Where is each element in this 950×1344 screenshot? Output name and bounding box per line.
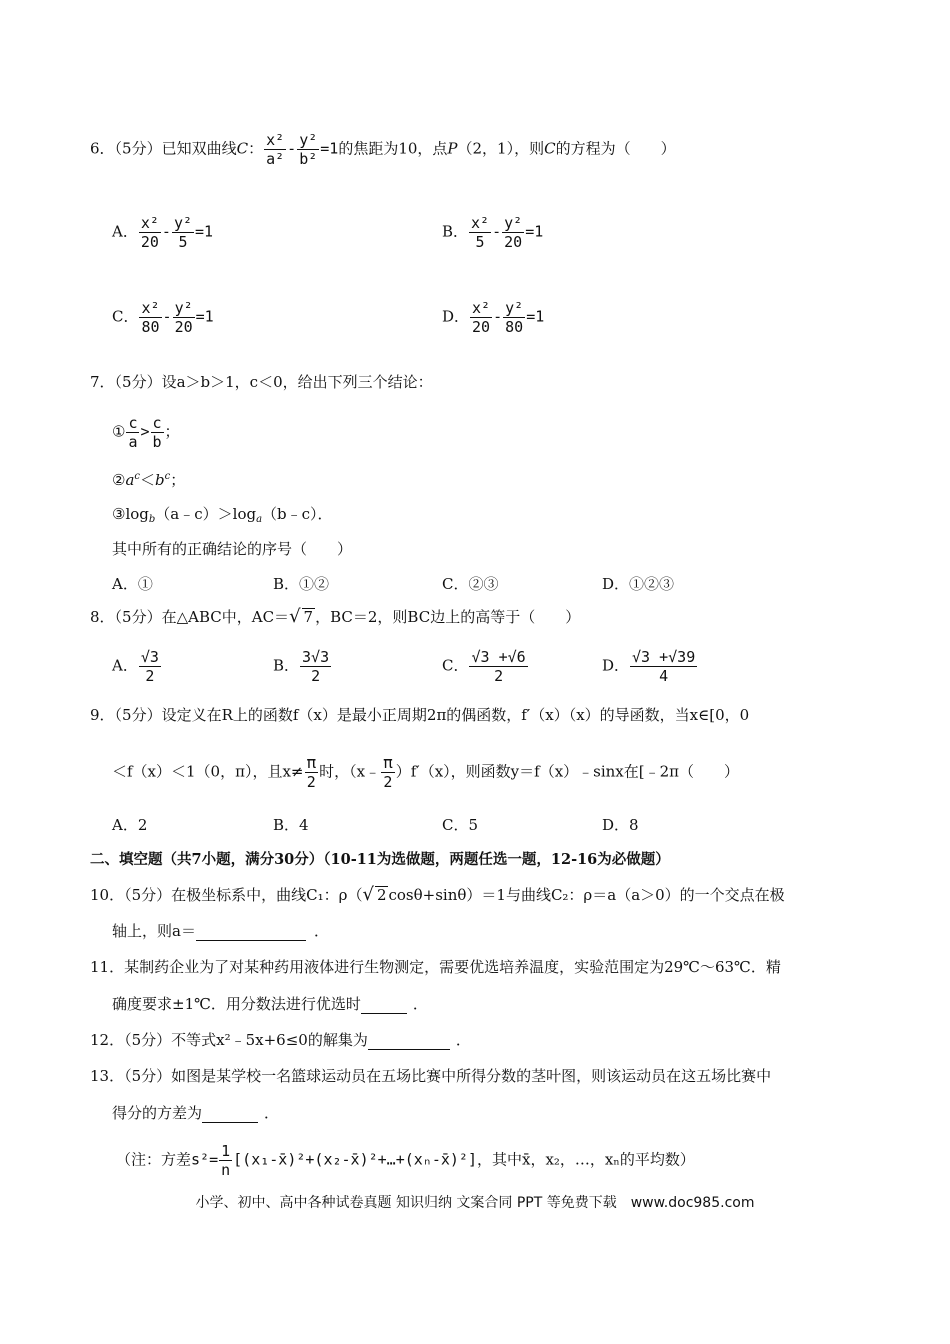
q6-rhs: =1 [320, 139, 339, 158]
q8-number: 8． [90, 608, 115, 626]
q9-line2 [112, 754, 739, 791]
q6-text-pre: （5分）已知双曲线 [114, 139, 237, 158]
q6-text-post2: （2，1），则 [457, 139, 545, 158]
q10-line1 [90, 885, 785, 905]
q6-d-frac-y [503, 299, 525, 336]
var-b: b [155, 471, 165, 489]
q7-ask: 其中所有的正确结论的序号（ ） [112, 540, 353, 558]
q6-option-c-label: C． [112, 307, 139, 326]
q6-d-frac-x [470, 299, 492, 336]
period: ． [264, 1104, 280, 1122]
q6-option-a[interactable] [112, 214, 213, 251]
sub-a: a [256, 514, 263, 525]
q10-radicand: 2 [376, 886, 387, 904]
frac-num: y² [174, 299, 193, 317]
rhs: =1 [526, 307, 545, 326]
q6-option-d[interactable] [442, 299, 544, 336]
q6-frac-x [264, 131, 286, 168]
q6-minus: - [287, 139, 297, 158]
frac-num: c [128, 414, 138, 432]
q9-option-c[interactable]: C．5 [442, 816, 479, 834]
q13-text-2: 得分的方差为 [112, 1104, 203, 1122]
q13-number: 13． [90, 1067, 125, 1085]
q9-option-a[interactable]: A．2 [112, 816, 148, 834]
frac-den: 20 [472, 318, 491, 336]
q6-c-frac-x [139, 299, 161, 336]
q8-option-a[interactable] [112, 648, 162, 685]
q11-text-1: 某制药企业为了对某种药用液体进行生物测定，需要优选培养温度，实验范围定为29℃～63℃．精 [124, 958, 781, 976]
q11-number: 11． [90, 958, 125, 976]
q7-frac-cb [151, 414, 164, 451]
var-a: a [125, 471, 135, 489]
q6-text-post: 的焦距为10，点 [338, 139, 448, 158]
q7-option-b[interactable]: B．①② [273, 575, 330, 593]
text: （b﹣c）． [262, 505, 333, 523]
q12-answer-blank[interactable] [368, 1031, 450, 1050]
sup-c: c [134, 471, 141, 482]
q9-frac-pi-2b [381, 754, 395, 791]
q9-option-b[interactable]: B．4 [273, 816, 309, 834]
q6-frac-y-den: b² [299, 150, 318, 168]
option-label: C． [442, 656, 469, 675]
q8-option-b[interactable] [273, 648, 332, 685]
period: ． [313, 922, 329, 940]
frac-num: 3√3 [302, 648, 330, 666]
frac-den: 20 [504, 233, 523, 251]
q10-line2 [112, 921, 329, 941]
frac-den: 5 [178, 233, 188, 251]
frac-den: 2 [494, 667, 504, 685]
note-post: ，其中x̄，x₂，…，xₙ的平均数） [476, 1150, 695, 1169]
q12-line [90, 1030, 471, 1050]
q10-text-post: cosθ+sinθ）＝1与曲线C₂：ρ＝a（a＞0）的一个交点在极 [388, 886, 785, 904]
q10-number: 10． [90, 886, 125, 904]
period: ． [412, 995, 428, 1013]
q10-text-pre: （5分）在极坐标系中，曲线C₁：ρ（ [124, 886, 363, 904]
frac-1-n [219, 1142, 232, 1179]
q6-b-frac-y [502, 214, 524, 251]
q8-c-frac [469, 648, 527, 685]
q9-text-2c: ）f′（x），则函数y＝f（x）﹣sinx在[﹣2π（ ） [395, 762, 740, 781]
sup-c: c [164, 471, 171, 482]
minus: - [492, 222, 502, 241]
q13-line1 [90, 1066, 771, 1086]
q7-option-a[interactable]: A．① [112, 575, 153, 593]
q8-b-frac [300, 648, 331, 685]
rhs: =1 [525, 222, 544, 241]
q8-option-d[interactable] [602, 648, 698, 685]
frac-num: √3 +√39 [632, 648, 696, 666]
q6-option-c[interactable] [112, 299, 214, 336]
frac-num: x² [140, 214, 159, 232]
option-label: A． [112, 656, 138, 675]
q7-number: 7． [90, 373, 115, 391]
q10-text-2: 轴上，则a＝ [112, 922, 196, 940]
q8-text-post: ，BC＝2，则BC边上的高等于（ ） [315, 608, 581, 626]
frac-num: y² [504, 214, 523, 232]
q8-d-frac [630, 648, 697, 685]
semicolon: ； [170, 471, 186, 489]
circled-2: ② [112, 471, 126, 489]
rhs: =1 [195, 307, 214, 326]
period: ． [455, 1031, 471, 1049]
section-2-heading: 二、填空题（共7小题，满分30分）（10-11为选做题，两题任选一题，12-16为必做题） [90, 851, 670, 868]
q6-option-d-label: D． [442, 307, 470, 326]
frac-den: b [152, 433, 162, 451]
frac-den: n [221, 1161, 231, 1179]
page-footer: 小学、初中、高中各种试卷真题 知识归纳 文案合同 PPT 等免费下载 www.doc985.com [195, 1195, 755, 1211]
q7-frac-ca [126, 414, 139, 451]
q8-option-c[interactable] [442, 648, 529, 685]
frac-num: y² [173, 214, 192, 232]
frac-num: x² [471, 214, 490, 232]
q6-frac-y-num: y² [299, 131, 318, 149]
q7-text: （5分）设a＞b＞1，c＜0，给出下列三个结论： [114, 373, 433, 391]
q6-stem [90, 131, 676, 168]
q12-text: （5分）不等式x²﹣5x+6≤0的解集为 [124, 1031, 368, 1049]
frac-den: a [128, 433, 138, 451]
rhs: =1 [195, 222, 214, 241]
q11-line1 [90, 957, 781, 977]
frac-den: 20 [140, 233, 159, 251]
q6-frac-x-den: a² [266, 150, 285, 168]
q9-frac-pi-2 [305, 754, 319, 791]
q6-number: 6． [90, 139, 115, 158]
q6-a-frac-x [139, 214, 161, 251]
q7-option-c[interactable]: C．②③ [442, 575, 499, 593]
minus: - [493, 307, 503, 326]
variance-formula: s²= [191, 1150, 219, 1169]
text: （a﹣c）＞log [155, 505, 257, 523]
frac-den: 2 [145, 667, 155, 685]
minus: - [161, 222, 171, 241]
minus: - [162, 307, 172, 326]
q6-option-b-label: B． [442, 222, 469, 241]
frac-num: 1 [221, 1142, 231, 1160]
sub-b: b [148, 514, 156, 525]
q9-text-2a: ＜f（x）＜1（0，π），且x≠ [112, 762, 304, 781]
frac-den: 2 [383, 773, 393, 791]
semicolon: ； [164, 422, 180, 441]
frac-num: x² [472, 299, 491, 317]
q11-text-2: 确度要求±1℃．用分数法进行优选时 [112, 995, 361, 1013]
lt: ＜ [140, 471, 156, 489]
q6-var-c: C [236, 139, 249, 158]
q6-option-a-label: A． [112, 222, 138, 241]
variance-body: [(x₁-x̄)²+(x₂-x̄)²+…+(xₙ-x̄)²] [233, 1150, 477, 1169]
frac-num: y² [505, 299, 524, 317]
sqrt-icon: √ [289, 606, 301, 627]
q6-colon: ： [248, 139, 264, 158]
frac-num: x² [141, 299, 160, 317]
q10-answer-blank[interactable] [196, 922, 306, 941]
q6-b-frac-x [469, 214, 491, 251]
q9-option-d[interactable]: D．8 [602, 816, 639, 834]
frac-num: π [306, 753, 317, 772]
q13-text-1: （5分）如图是某学校一名篮球运动员在五场比赛中所得分数的茎叶图，则该运动员在这五场比赛中 [124, 1067, 772, 1085]
q13-note [116, 1142, 695, 1179]
q13-answer-blank[interactable] [202, 1104, 258, 1123]
frac-num: π [383, 753, 393, 772]
frac-den: 80 [141, 318, 160, 336]
q6-option-b[interactable] [442, 214, 543, 251]
sqrt-icon: √ [362, 884, 374, 905]
note-pre: （注：方差 [116, 1150, 192, 1169]
q8-stem [90, 607, 580, 627]
q7-conclusion-2 [112, 467, 185, 490]
q12-number: 12． [90, 1031, 125, 1049]
q6-var-p: P [447, 139, 458, 158]
q8-radicand: 7 [303, 608, 314, 626]
q6-var-c2: C [544, 139, 556, 158]
q9-text-2b: 时，（x﹣ [319, 762, 381, 781]
q6-c-frac-y [173, 299, 195, 336]
frac-den: 4 [659, 667, 669, 685]
q9-number: 9． [90, 706, 115, 724]
q6-a-frac-y [172, 214, 194, 251]
q13-line2 [112, 1103, 279, 1123]
q11-answer-blank[interactable] [361, 995, 407, 1014]
q6-text-post3: 的方程为（ ） [555, 139, 676, 158]
frac-num: √3 [140, 648, 159, 666]
circled-1: ① [112, 422, 126, 441]
q8-a-frac [139, 648, 161, 685]
frac-den: 20 [174, 318, 193, 336]
frac-den: 80 [505, 318, 524, 336]
frac-num: √3 +√6 [471, 648, 526, 666]
frac-den: 5 [475, 233, 485, 251]
frac-num: c [152, 414, 162, 432]
q7-stem [90, 372, 433, 392]
q6-frac-y [297, 131, 319, 168]
q7-option-d[interactable]: D．①②③ [602, 575, 675, 593]
q9-text-1: （5分）设定义在R上的函数f（x）是最小正周期2π的偶函数，f′（x）（x）的导函数，当x∈[0，0 [114, 706, 750, 724]
frac-den: 2 [311, 667, 321, 685]
q6-frac-x-num: x² [266, 131, 285, 149]
q11-line2 [112, 994, 428, 1014]
q7-conclusion-3 [112, 504, 333, 530]
circled-3: ③ [112, 505, 126, 523]
log: log [125, 505, 149, 523]
gt: > [140, 422, 150, 441]
q9-line1 [90, 705, 749, 725]
option-label: D． [602, 656, 630, 675]
q7-conclusion-1 [112, 414, 180, 451]
frac-den: 2 [306, 773, 316, 791]
q8-text-pre: （5分）在△ABC中，AC＝ [114, 608, 290, 626]
option-label: B． [273, 656, 300, 675]
